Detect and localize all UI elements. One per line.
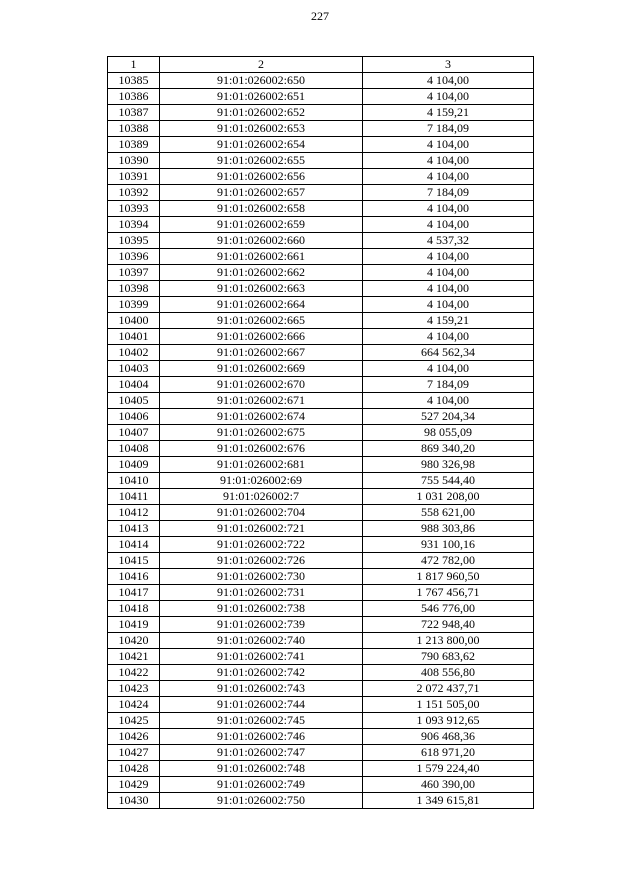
cell-row-number: 10424 <box>108 697 160 713</box>
table-row <box>108 169 534 185</box>
cell-cadastral-number: 91:01:026002:739 <box>160 617 363 633</box>
cell-cadastral-number: 91:01:026002:722 <box>160 537 363 553</box>
cell-cadastral-value: 980 326,98 <box>363 457 534 473</box>
cell-cadastral-value: 4 104,00 <box>363 153 534 169</box>
cell-cadastral-number: 91:01:026002:654 <box>160 137 363 153</box>
table-row <box>108 521 534 537</box>
cell-cadastral-number: 91:01:026002:655 <box>160 153 363 169</box>
cell-cadastral-value: 906 468,36 <box>363 729 534 745</box>
table-row <box>108 601 534 617</box>
cell-row-number: 10399 <box>108 297 160 313</box>
cell-cadastral-value: 4 104,00 <box>363 169 534 185</box>
cell-row-number: 10400 <box>108 313 160 329</box>
cell-row-number: 10411 <box>108 489 160 505</box>
cell-row-number: 10385 <box>108 73 160 89</box>
table-row <box>108 537 534 553</box>
cell-cadastral-number: 91:01:026002:742 <box>160 665 363 681</box>
table-header-row <box>108 57 534 73</box>
cell-cadastral-value: 4 104,00 <box>363 281 534 297</box>
cell-row-number: 10402 <box>108 345 160 361</box>
cell-cadastral-value: 988 303,86 <box>363 521 534 537</box>
cell-cadastral-number: 91:01:026002:660 <box>160 233 363 249</box>
cell-cadastral-value: 4 104,00 <box>363 217 534 233</box>
cell-row-number: 10427 <box>108 745 160 761</box>
cell-cadastral-value: 4 104,00 <box>363 137 534 153</box>
cell-cadastral-value: 931 100,16 <box>363 537 534 553</box>
table-row <box>108 745 534 761</box>
cell-row-number: 10416 <box>108 569 160 585</box>
cell-cadastral-value: 558 621,00 <box>363 505 534 521</box>
cell-row-number: 10398 <box>108 281 160 297</box>
table-row <box>108 201 534 217</box>
cell-cadastral-value: 1 213 800,00 <box>363 633 534 649</box>
cell-row-number: 10422 <box>108 665 160 681</box>
cell-cadastral-number: 91:01:026002:750 <box>160 793 363 809</box>
cell-cadastral-number: 91:01:026002:658 <box>160 201 363 217</box>
cell-cadastral-number: 91:01:026002:662 <box>160 265 363 281</box>
cell-row-number: 10414 <box>108 537 160 553</box>
table-row <box>108 345 534 361</box>
cell-row-number: 10412 <box>108 505 160 521</box>
cell-cadastral-value: 1 151 505,00 <box>363 697 534 713</box>
cell-cadastral-number: 91:01:026002:748 <box>160 761 363 777</box>
table-row <box>108 473 534 489</box>
cell-cadastral-number: 91:01:026002:726 <box>160 553 363 569</box>
table-row <box>108 729 534 745</box>
table-row <box>108 89 534 105</box>
table-row <box>108 489 534 505</box>
cell-row-number: 10425 <box>108 713 160 729</box>
cell-cadastral-value: 4 104,00 <box>363 393 534 409</box>
table-row <box>108 249 534 265</box>
table-row <box>108 713 534 729</box>
cell-cadastral-value: 1 093 912,65 <box>363 713 534 729</box>
cell-cadastral-value: 546 776,00 <box>363 601 534 617</box>
table-row <box>108 681 534 697</box>
table-row <box>108 377 534 393</box>
cell-cadastral-number: 91:01:026002:675 <box>160 425 363 441</box>
cell-row-number: 10401 <box>108 329 160 345</box>
cell-cadastral-value: 4 104,00 <box>363 361 534 377</box>
cell-cadastral-value: 4 104,00 <box>363 249 534 265</box>
table-row <box>108 553 534 569</box>
column-header-value: 3 <box>363 57 534 73</box>
table-row <box>108 585 534 601</box>
table-row <box>108 569 534 585</box>
cell-cadastral-number: 91:01:026002:652 <box>160 105 363 121</box>
cell-row-number: 10397 <box>108 265 160 281</box>
cell-row-number: 10404 <box>108 377 160 393</box>
cell-cadastral-number: 91:01:026002:747 <box>160 745 363 761</box>
cadastral-value-table <box>107 56 534 809</box>
cell-cadastral-value: 755 544,40 <box>363 473 534 489</box>
table-row <box>108 217 534 233</box>
cell-cadastral-value: 4 104,00 <box>363 297 534 313</box>
cell-cadastral-value: 722 948,40 <box>363 617 534 633</box>
cell-cadastral-value: 4 104,00 <box>363 201 534 217</box>
cell-cadastral-value: 408 556,80 <box>363 665 534 681</box>
cell-cadastral-value: 460 390,00 <box>363 777 534 793</box>
cell-row-number: 10394 <box>108 217 160 233</box>
table-row <box>108 505 534 521</box>
cell-row-number: 10403 <box>108 361 160 377</box>
table-row <box>108 761 534 777</box>
cell-cadastral-number: 91:01:026002:661 <box>160 249 363 265</box>
table-row <box>108 137 534 153</box>
table-row <box>108 441 534 457</box>
cell-cadastral-number: 91:01:026002:721 <box>160 521 363 537</box>
table-row <box>108 617 534 633</box>
table-row <box>108 361 534 377</box>
table-row <box>108 793 534 809</box>
table-row <box>108 185 534 201</box>
cell-cadastral-value: 1 767 456,71 <box>363 585 534 601</box>
cell-cadastral-number: 91:01:026002:738 <box>160 601 363 617</box>
cell-row-number: 10428 <box>108 761 160 777</box>
column-header-number: 1 <box>108 57 160 73</box>
cell-row-number: 10429 <box>108 777 160 793</box>
cell-cadastral-value: 664 562,34 <box>363 345 534 361</box>
cell-row-number: 10389 <box>108 137 160 153</box>
cell-row-number: 10419 <box>108 617 160 633</box>
cell-cadastral-value: 790 683,62 <box>363 649 534 665</box>
cell-cadastral-value: 4 159,21 <box>363 313 534 329</box>
cell-row-number: 10418 <box>108 601 160 617</box>
table-row <box>108 233 534 249</box>
cell-cadastral-value: 1 349 615,81 <box>363 793 534 809</box>
cell-row-number: 10423 <box>108 681 160 697</box>
cell-cadastral-value: 869 340,20 <box>363 441 534 457</box>
cell-cadastral-number: 91:01:026002:749 <box>160 777 363 793</box>
table-row <box>108 697 534 713</box>
cell-row-number: 10420 <box>108 633 160 649</box>
cell-row-number: 10421 <box>108 649 160 665</box>
table-row <box>108 777 534 793</box>
cell-cadastral-number: 91:01:026002:743 <box>160 681 363 697</box>
cell-cadastral-value: 4 159,21 <box>363 105 534 121</box>
table-row <box>108 649 534 665</box>
column-header-cadastral-number: 2 <box>160 57 363 73</box>
cell-cadastral-value: 472 782,00 <box>363 553 534 569</box>
cell-row-number: 10390 <box>108 153 160 169</box>
cell-row-number: 10405 <box>108 393 160 409</box>
cell-cadastral-value: 1 031 208,00 <box>363 489 534 505</box>
table-row <box>108 73 534 89</box>
cell-cadastral-number: 91:01:026002:656 <box>160 169 363 185</box>
cell-row-number: 10392 <box>108 185 160 201</box>
cell-cadastral-number: 91:01:026002:69 <box>160 473 363 489</box>
cell-cadastral-number: 91:01:026002:670 <box>160 377 363 393</box>
cell-row-number: 10395 <box>108 233 160 249</box>
cell-row-number: 10415 <box>108 553 160 569</box>
cell-row-number: 10426 <box>108 729 160 745</box>
table-row <box>108 297 534 313</box>
cell-cadastral-number: 91:01:026002:676 <box>160 441 363 457</box>
cell-cadastral-number: 91:01:026002:650 <box>160 73 363 89</box>
cell-cadastral-value: 7 184,09 <box>363 185 534 201</box>
cell-cadastral-number: 91:01:026002:741 <box>160 649 363 665</box>
cell-cadastral-value: 4 104,00 <box>363 329 534 345</box>
cell-cadastral-number: 91:01:026002:704 <box>160 505 363 521</box>
cell-row-number: 10406 <box>108 409 160 425</box>
cell-row-number: 10386 <box>108 89 160 105</box>
cell-cadastral-value: 527 204,34 <box>363 409 534 425</box>
cell-cadastral-value: 4 104,00 <box>363 89 534 105</box>
table-row <box>108 633 534 649</box>
cell-cadastral-value: 98 055,09 <box>363 425 534 441</box>
table-row <box>108 153 534 169</box>
cell-cadastral-number: 91:01:026002:666 <box>160 329 363 345</box>
table-row <box>108 393 534 409</box>
cell-cadastral-number: 91:01:026002:671 <box>160 393 363 409</box>
cell-cadastral-number: 91:01:026002:7 <box>160 489 363 505</box>
cell-cadastral-number: 91:01:026002:653 <box>160 121 363 137</box>
cell-cadastral-number: 91:01:026002:745 <box>160 713 363 729</box>
cell-cadastral-number: 91:01:026002:730 <box>160 569 363 585</box>
table-row <box>108 409 534 425</box>
cell-cadastral-number: 91:01:026002:731 <box>160 585 363 601</box>
cell-cadastral-value: 618 971,20 <box>363 745 534 761</box>
cell-cadastral-number: 91:01:026002:651 <box>160 89 363 105</box>
table-row <box>108 665 534 681</box>
cell-row-number: 10410 <box>108 473 160 489</box>
cell-row-number: 10409 <box>108 457 160 473</box>
table-row <box>108 105 534 121</box>
cell-cadastral-value: 1 817 960,50 <box>363 569 534 585</box>
cell-row-number: 10391 <box>108 169 160 185</box>
table-row <box>108 329 534 345</box>
cell-row-number: 10393 <box>108 201 160 217</box>
cell-cadastral-value: 7 184,09 <box>363 121 534 137</box>
cell-cadastral-value: 7 184,09 <box>363 377 534 393</box>
cell-cadastral-number: 91:01:026002:744 <box>160 697 363 713</box>
cell-cadastral-number: 91:01:026002:740 <box>160 633 363 649</box>
cell-row-number: 10396 <box>108 249 160 265</box>
cell-cadastral-number: 91:01:026002:657 <box>160 185 363 201</box>
table-row <box>108 281 534 297</box>
cell-row-number: 10430 <box>108 793 160 809</box>
cell-cadastral-value: 2 072 437,71 <box>363 681 534 697</box>
cell-cadastral-number: 91:01:026002:669 <box>160 361 363 377</box>
page-number: 227 <box>311 9 329 23</box>
cell-cadastral-value: 4 104,00 <box>363 265 534 281</box>
table-row <box>108 457 534 473</box>
cell-cadastral-value: 1 579 224,40 <box>363 761 534 777</box>
table-row <box>108 425 534 441</box>
cell-row-number: 10417 <box>108 585 160 601</box>
table-body <box>108 73 534 809</box>
cell-cadastral-number: 91:01:026002:663 <box>160 281 363 297</box>
cell-cadastral-number: 91:01:026002:674 <box>160 409 363 425</box>
cell-cadastral-value: 4 104,00 <box>363 73 534 89</box>
cell-row-number: 10387 <box>108 105 160 121</box>
table-row <box>108 265 534 281</box>
cell-row-number: 10408 <box>108 441 160 457</box>
cell-row-number: 10407 <box>108 425 160 441</box>
cell-cadastral-number: 91:01:026002:665 <box>160 313 363 329</box>
cell-cadastral-number: 91:01:026002:659 <box>160 217 363 233</box>
cell-row-number: 10413 <box>108 521 160 537</box>
cell-cadastral-number: 91:01:026002:746 <box>160 729 363 745</box>
cell-row-number: 10388 <box>108 121 160 137</box>
cell-cadastral-number: 91:01:026002:664 <box>160 297 363 313</box>
table-row <box>108 121 534 137</box>
cell-cadastral-value: 4 537,32 <box>363 233 534 249</box>
cell-cadastral-number: 91:01:026002:681 <box>160 457 363 473</box>
table-row <box>108 313 534 329</box>
cell-cadastral-number: 91:01:026002:667 <box>160 345 363 361</box>
